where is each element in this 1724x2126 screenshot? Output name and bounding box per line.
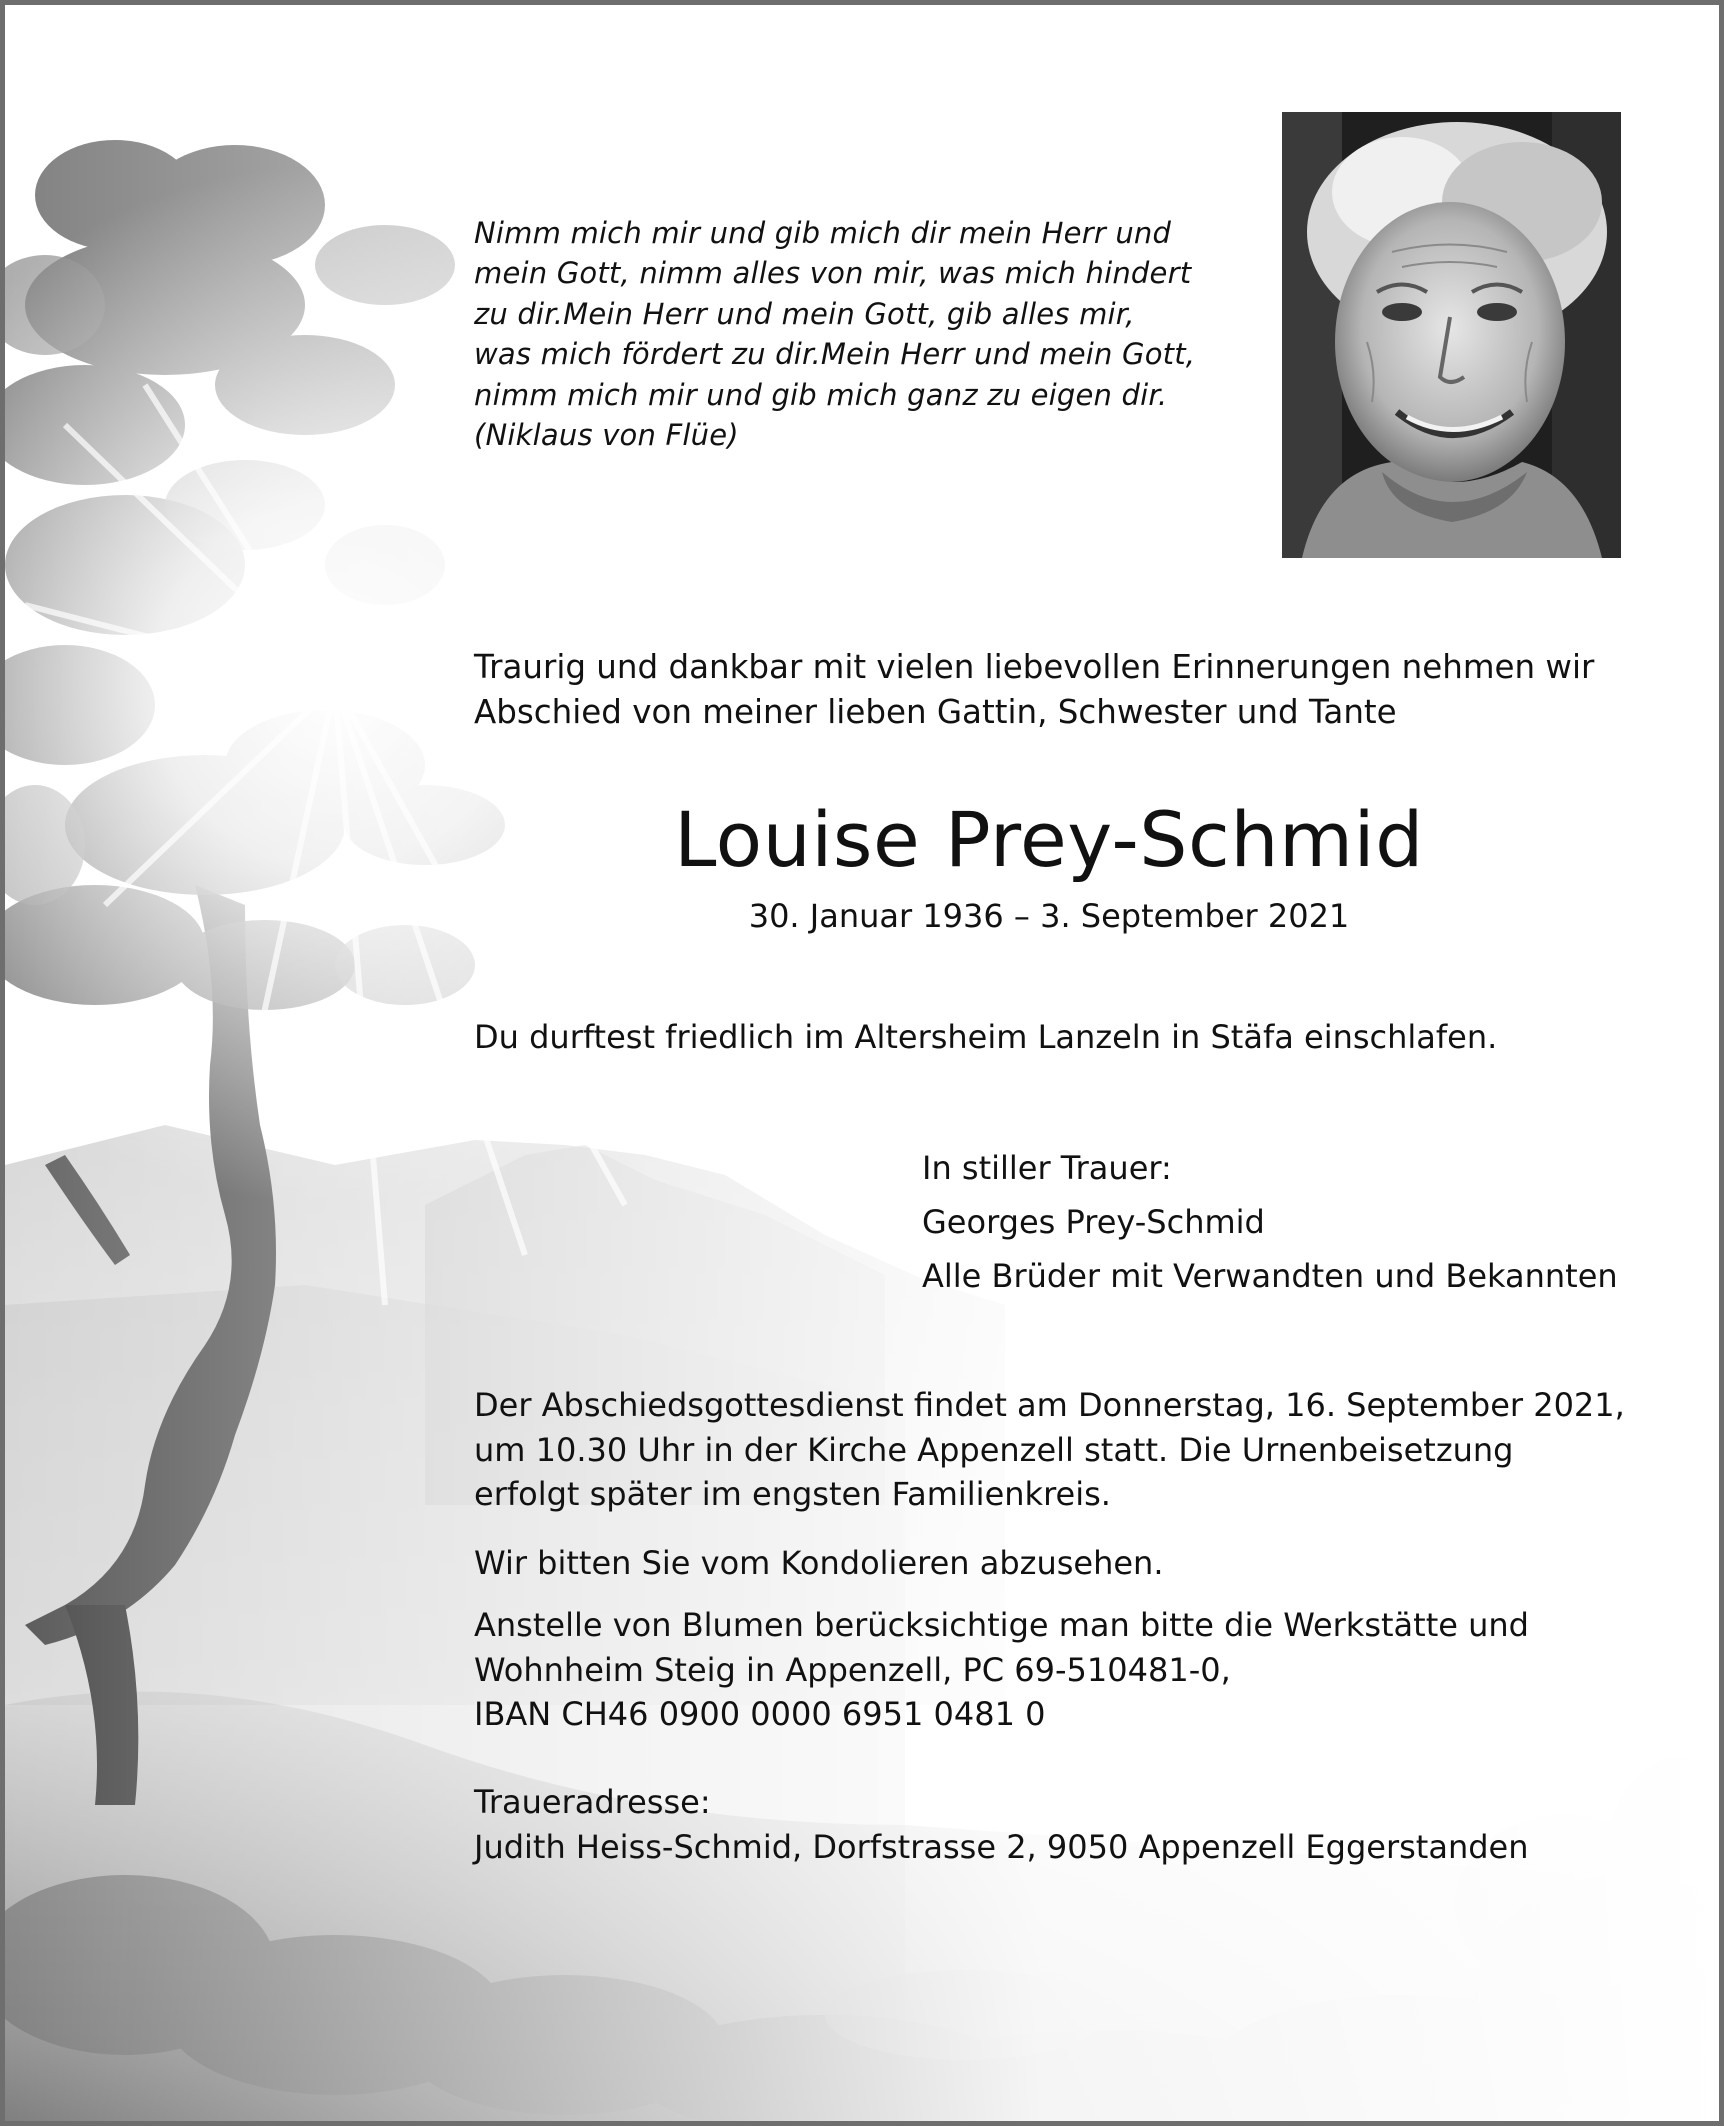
intro-text <box>474 645 1624 735</box>
quote-line: nimm mich mir und gib mich ganz zu eigen dir. <box>474 377 1168 412</box>
mourner-name: Georges Prey-Schmid <box>922 1203 1265 1241</box>
passing-message: Du durftest friedlich im Altersheim Lanzeln in Stäfa einschlafen. <box>474 1018 1498 1056</box>
donation-line: Anstelle von Blumen berücksichtige man bitte die Werkstätte und <box>474 1606 1529 1644</box>
intro-line: Traurig und dankbar mit vielen liebevollen Erinnerungen nehmen wir <box>474 648 1595 686</box>
donation-line: Wohnheim Steig in Appenzell, PC 69-510481-0, <box>474 1650 1231 1689</box>
address-label: Traueradresse: <box>474 1783 711 1821</box>
quote-attribution: (Niklaus von Flüe) <box>474 418 739 453</box>
mourners-heading: In stiller Trauer: <box>922 1149 1172 1187</box>
iban-line: IBAN CH46 0900 0000 6951 0481 0 <box>474 1695 1046 1733</box>
service-info <box>474 1383 1625 1517</box>
deceased-name: Louise Prey-Schmid <box>674 795 1424 884</box>
quote-line: mein Gott, nimm alles von mir, was mich hindert <box>474 256 1192 291</box>
bible-quote <box>474 213 1234 455</box>
service-line: um 10.30 Uhr in der Kirche Appenzell statt. Die Urnenbeisetzung <box>474 1430 1514 1469</box>
intro-line: Abschied von meiner lieben Gattin, Schwester und Tante <box>474 693 1397 731</box>
mourner-name: Alle Brüder mit Verwandten und Bekannten <box>922 1257 1618 1295</box>
quote-line: zu dir.Mein Herr und mein Gott, gib alles mir, <box>474 296 1135 331</box>
service-line: erfolgt später im engsten Familienkreis. <box>474 1475 1111 1513</box>
service-line: Der Abschiedsgottesdienst findet am Donnerstag, 16. September 2021, <box>474 1386 1625 1424</box>
quote-line: was mich fördert zu dir.Mein Herr und mein Gott, <box>474 337 1196 372</box>
address-value: Judith Heiss-Schmid, Dorfstrasse 2, 9050 Appenzell Eggerstanden <box>474 1828 1529 1866</box>
mourning-address <box>474 1780 1529 1870</box>
quote-line: Nimm mich mir und gib mich dir mein Herr und <box>474 216 1172 250</box>
condolence-note: Wir bitten Sie vom Kondolieren abzusehen. <box>474 1544 1164 1582</box>
portrait-photo <box>1282 112 1621 558</box>
donation-info <box>474 1603 1529 1737</box>
mourners-block <box>922 1141 1618 1303</box>
life-dates: 30. Januar 1936 – 3. September 2021 <box>748 897 1350 935</box>
